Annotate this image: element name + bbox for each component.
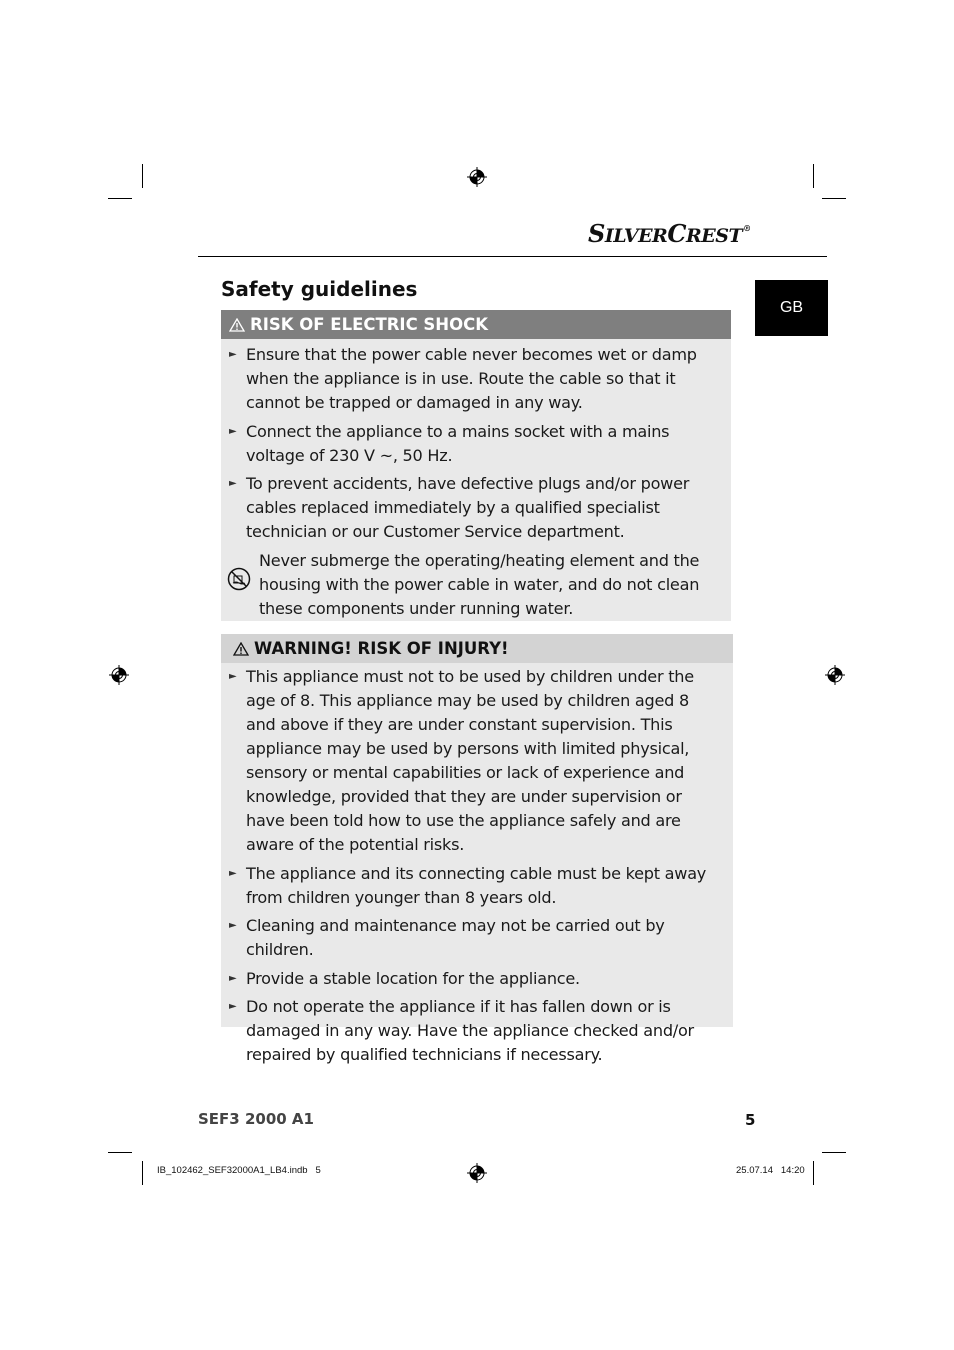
arrow-bullet-icon: ► [229,478,237,489]
injury-warning-box [221,634,733,1064]
crop-mark [142,164,143,188]
arrow-bullet-icon: ► [229,671,237,682]
logo-letters: REST [685,225,743,247]
arrow-bullet-icon: ► [229,920,237,931]
list-item [221,472,719,544]
list-item [221,967,721,991]
arrow-bullet-icon: ► [229,1001,237,1012]
safety-list [221,665,721,1067]
list-item [221,420,719,468]
item-text: To prevent accidents, have defective plugs and/or power cables replaced immediately by a qualified specialist technician or our Customer Service department. [246,474,690,541]
brand-logo [588,219,751,248]
safety-list [221,343,719,544]
header-divider [198,256,827,257]
warning-triangle-icon [233,642,249,656]
crop-mark [108,1152,132,1153]
logo-letters: ILVER [604,225,668,247]
print-slug-date: 25.07.14 14:20 [736,1165,805,1176]
item-text: Connect the appliance to a mains socket with a mains voltage of 230 V ~, 50 Hz. [246,421,670,465]
section-heading [221,634,733,663]
language-tab: GB [755,280,828,336]
registration-mark-icon [825,665,845,685]
logo-letter: C [667,219,686,248]
arrow-bullet-icon: ► [229,349,237,360]
list-item [221,914,721,962]
arrow-bullet-icon: ► [229,972,237,984]
crop-mark [813,1161,814,1185]
page-number: 5 [745,1111,756,1129]
crop-mark [108,198,132,199]
crop-mark [822,198,846,199]
model-number: SEF3 2000 A1 [198,1110,314,1128]
item-text: Do not operate the appliance if it has fallen down or is damaged in any way. Have the appliance checked and/or repaired by qualified technicians if necessary. [246,997,694,1064]
note-text: Never submerge the operating/heating element and the housing with the power cable in water, and do not clean these components under running water. [259,550,700,618]
item-text: Cleaning and maintenance may not be carried out by children. [246,916,665,959]
crop-mark [822,1152,846,1153]
arrow-bullet-icon: ► [229,425,237,437]
registered-mark: ® [743,223,751,233]
list-item [221,862,721,910]
item-text: The appliance and its connecting cable must be kept away from children younger than 8 years old. [246,863,707,907]
no-water-immersion-icon [227,567,251,591]
page-title: Safety guidelines [221,277,418,301]
registration-mark-icon [467,1163,487,1183]
crop-mark [813,164,814,188]
registration-mark-icon [109,665,129,685]
crop-mark [142,1161,143,1185]
section-heading-text: RISK OF ELECTRIC SHOCK [250,315,489,334]
warning-triangle-icon [229,318,245,332]
immersion-note [221,549,719,621]
list-item [221,343,719,415]
registration-mark-icon [467,167,487,187]
item-text: This appliance must not to be used by children under the age of 8. This appliance may be used by children aged 8 and above if they are under constant supervision. This appliance may be used by persons with limited physical, sensory or mental capabilities or lack of experience and knowledge, provided that they are under supervision or have been told how to use the appliance safely and are aware of the potential risks. [246,667,694,854]
electric-shock-warning-box [221,310,731,621]
section-heading [221,310,731,339]
list-item [221,995,721,1067]
section-heading-text: WARNING! RISK OF INJURY! [254,639,509,658]
item-text: Ensure that the power cable never becomes wet or damp when the appliance is in use. Route the cable so that it cannot be trapped or damaged in any way. [246,345,697,412]
list-item [221,665,721,857]
item-text: Provide a stable location for the appliance. [246,968,580,988]
logo-letter: S [588,219,605,248]
print-slug-file: IB_102462_SEF32000A1_LB4.indb 5 [157,1165,321,1176]
arrow-bullet-icon: ► [229,867,237,879]
